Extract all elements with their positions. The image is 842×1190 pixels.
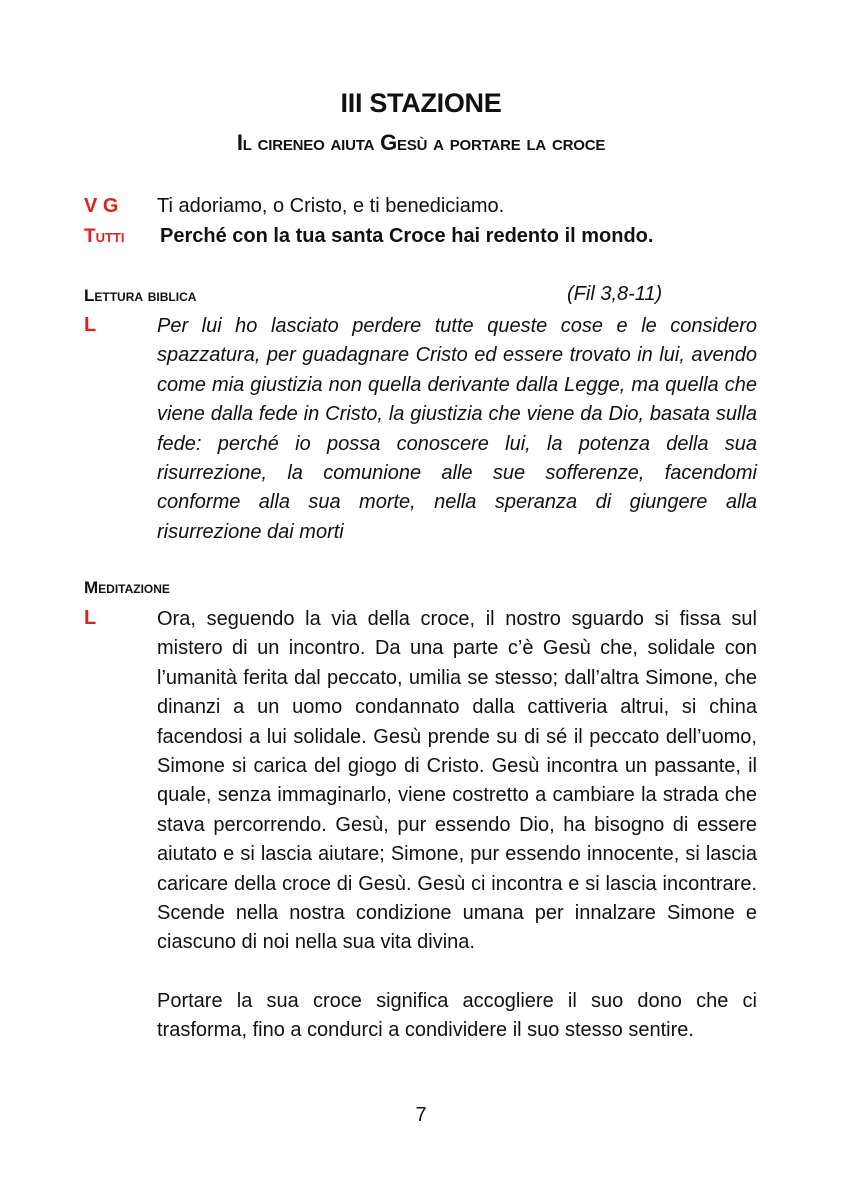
scripture-reference: (Fil 3,8-11) [567,283,663,305]
section-label-lettura: Lettura biblica [84,286,197,305]
station-title: III STAZIONE [340,88,502,118]
meditazione-paragraph-1: Ora, seguendo la via della croce, il nostro sguardo si fissa sul mistero di un incontro. Da una parte c’è Gesù che, solidale con l’umanità ferita dal peccato, umilia se stesso; dall’altra Simone, che dinanzi a un uomo condannato dalla cattiveria altrui, si china facendosi a lui solidale. Gesù prende su di sé il peccato dell’uomo, Simone si carica del giogo di Cristo. Gesù incontra un passante, il quale, senza immaginarlo, viene costretto a cambiare la strada che stava percorrendo. Gesù, pur essendo Dio, ha bisogno di essere aiutato e si lascia aiutare; Simone, pur essendo innocente, si lascia caricare della croce di Gesù. Gesù ci incontra e si lascia incontrare. Scende nella nostra condizione umana per innalzare Simone e ciascuno di noi nella sua vita divina. [157,608,757,954]
page-number: 7 [415,1104,427,1126]
speaker-lettore-lettura: L [84,314,97,336]
section-label-meditazione: Meditazione [84,578,170,597]
station-subtitle: Il cireneo aiuta Gesù a portare la croce [236,130,606,155]
speaker-lettore-meditazione: L [84,607,97,629]
speaker-tutti: Tutti [84,226,125,247]
lettura-text: Per lui ho lasciato perdere tutte queste cose e le considero spazzatura, per guadagnare Cristo ed essere trovato in lui, avendo come mia giustizia non quella derivante dalla Legge, ma quella che viene dalla fede in Cristo, la giustizia che viene da Dio, basata sulla fede: perché io possa conoscere lui, la potenza della sua risurrezione, la comunione alle sue sofferenze, facendomi conforme alla sua morte, nella speranza di giungere alla risurrezione dai morti [157,315,757,543]
acclamation-vg-text: Ti adoriamo, o Cristo, e ti benediciamo. [157,195,505,217]
meditazione-paragraph-2: Portare la sua croce significa accogliere il suo dono che ci trasforma, fino a condurci a condividere il suo stesso sentire. [157,990,757,1042]
acclamation-tutti-text: Perché con la tua santa Croce hai redento il mondo. [160,225,654,247]
speaker-vg: V G [84,195,119,217]
